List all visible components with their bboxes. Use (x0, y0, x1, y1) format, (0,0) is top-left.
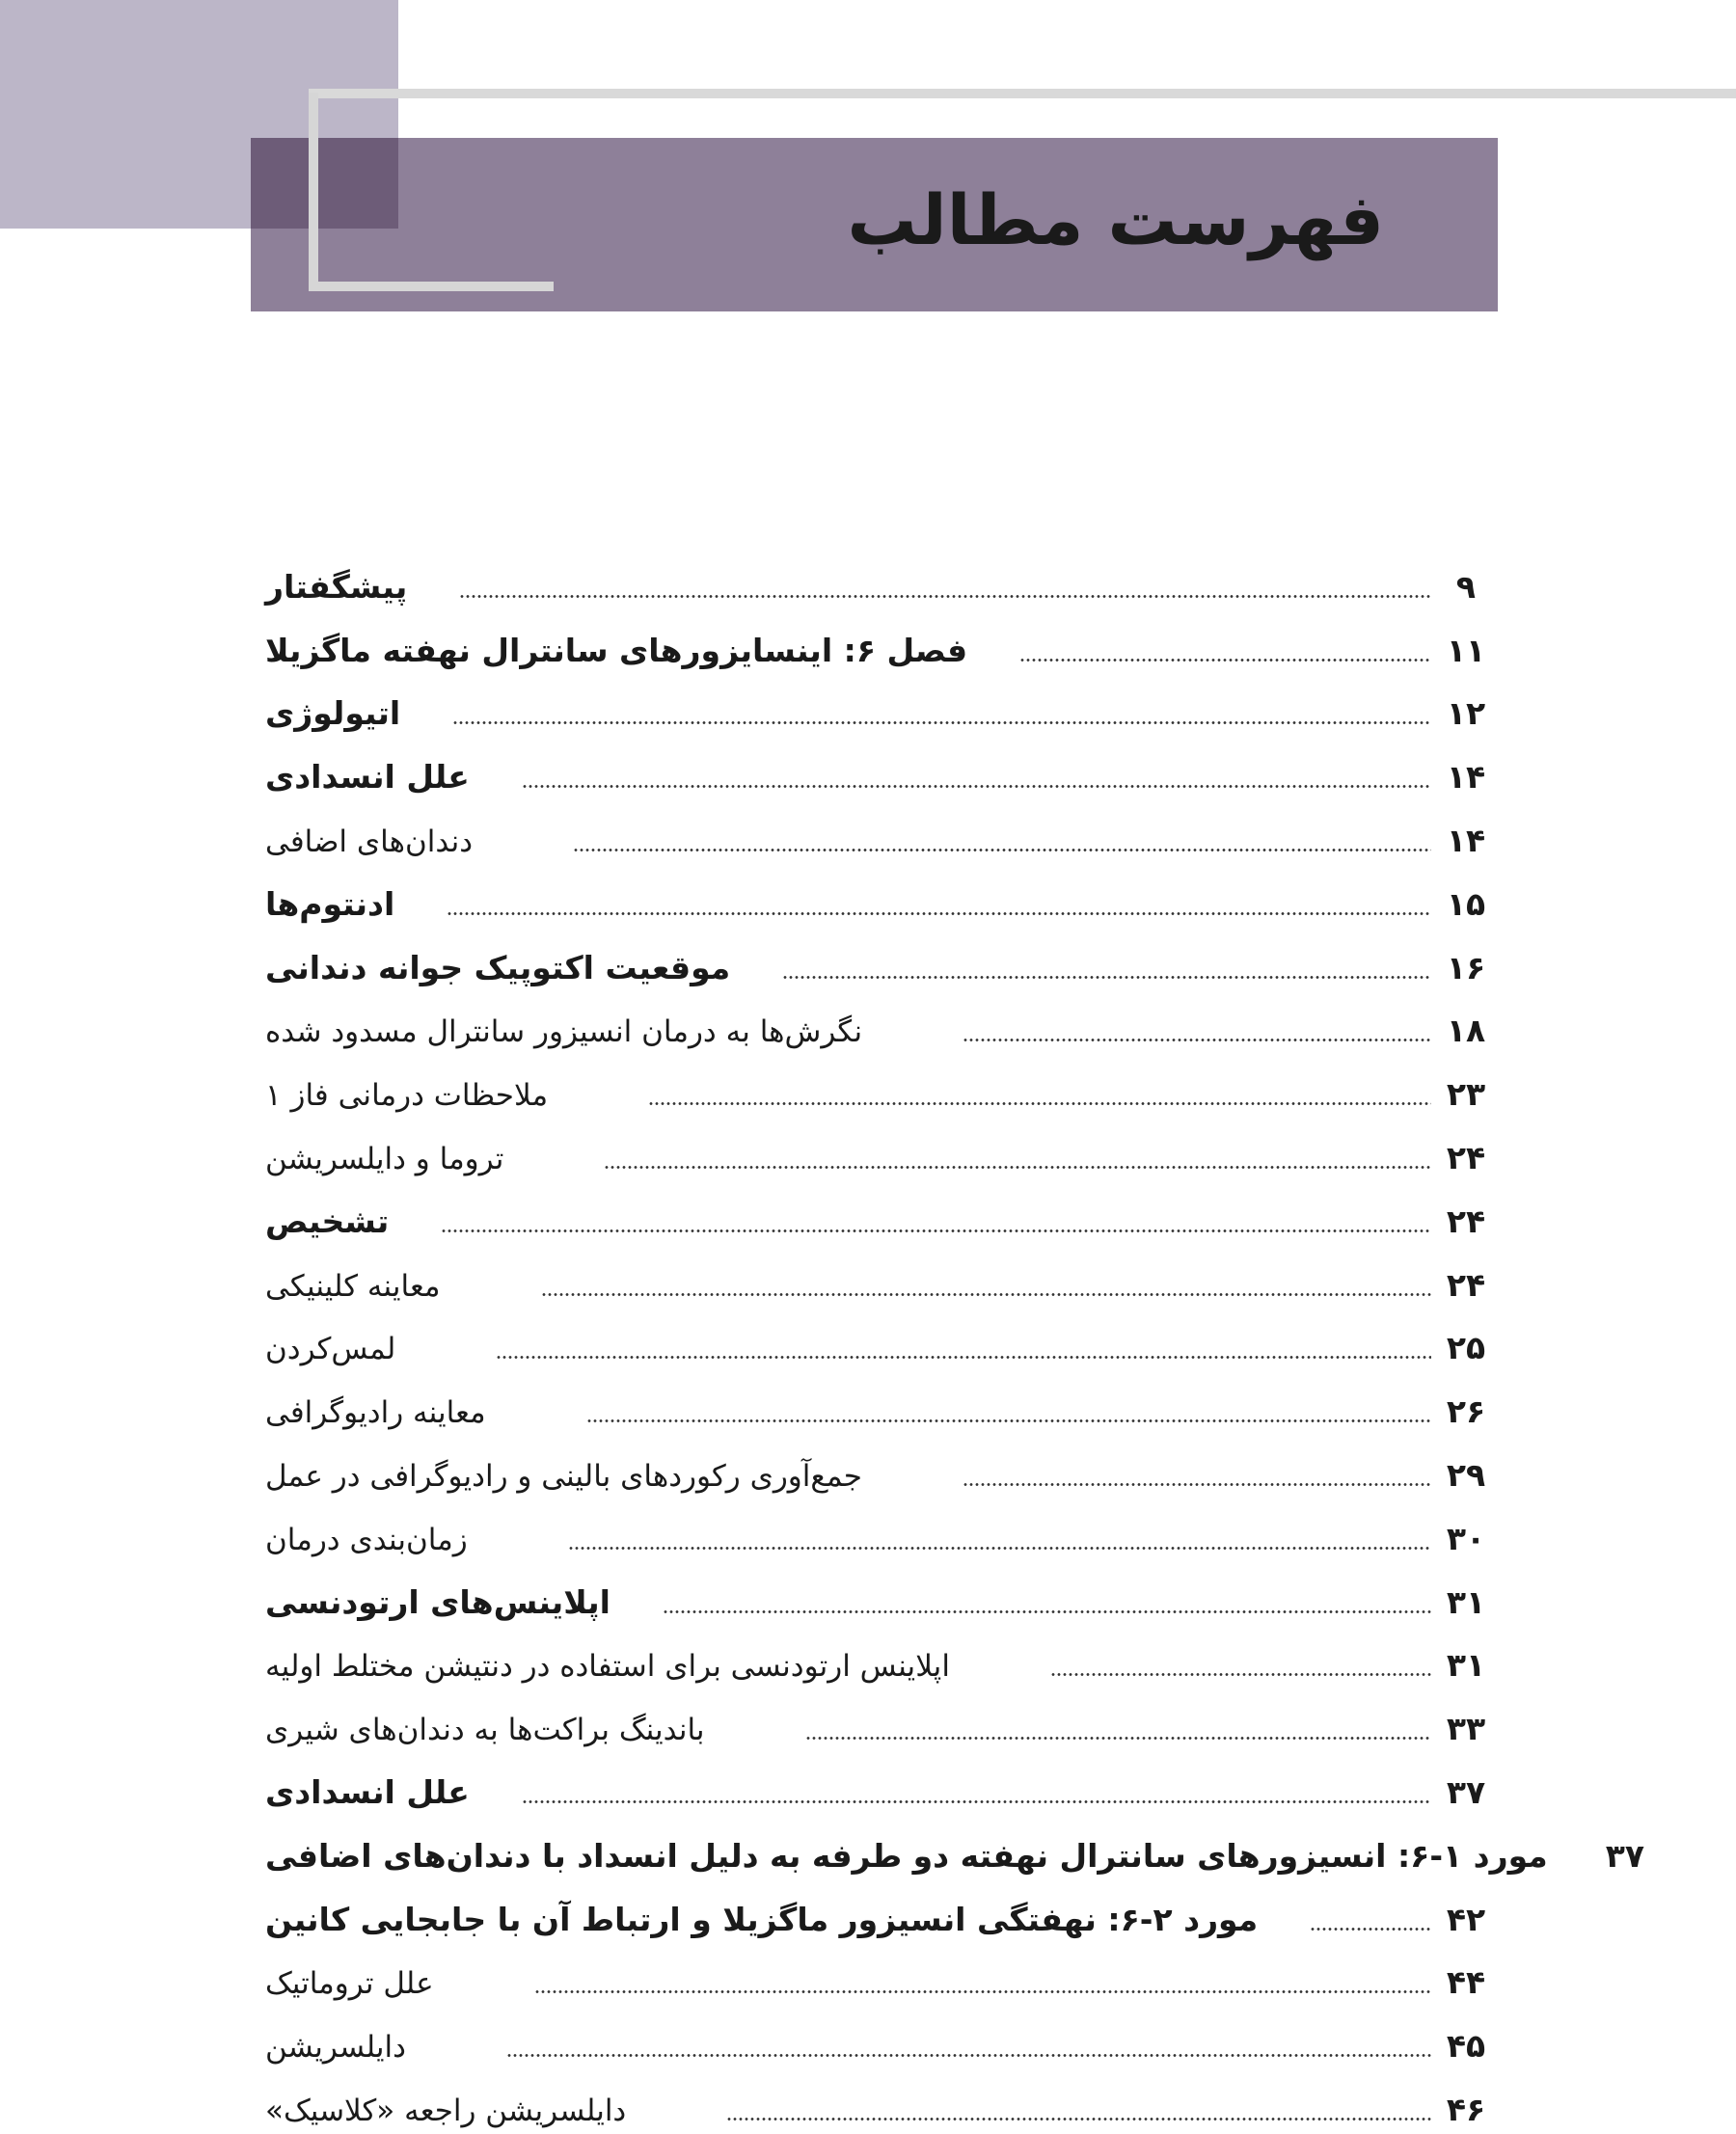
toc-entry-title: فصل ۶: اینسایزورهای سانترال نهفته ماگزیلا (265, 631, 968, 669)
toc-entry-page-number: ۲۹ (1446, 1455, 1486, 1494)
toc-entry-title: مورد ۱-۶: انسیزورهای سانترال نهفته دو طرفه به دلیل انسداد با دندان‌های اضافی (265, 1836, 1548, 1875)
toc-entry-title: دایلسریشن راجعه «کلاسیک» (265, 2093, 627, 2128)
toc-entry-page-number: ۴۶ (1446, 2090, 1486, 2128)
toc-entry-title: دایلسریشن (265, 2030, 406, 2066)
toc-entry-page-number: ۱۴ (1446, 821, 1486, 859)
toc-entry[interactable] (265, 929, 1495, 992)
toc-entry-page-number: ۲۴ (1446, 1202, 1486, 1240)
dot-leader (506, 2054, 1431, 2057)
toc-entry-title: اپلاینس‌های ارتودنسی (265, 1582, 610, 1621)
dot-leader (586, 1419, 1431, 1422)
decorative-top-line (309, 89, 1736, 98)
dot-leader (963, 1483, 1431, 1486)
dot-leader (573, 849, 1431, 851)
toc-entry[interactable] (265, 1689, 1495, 1753)
toc-entry-title: دندان‌های اضافی (265, 824, 474, 859)
toc-entry-page-number: ۴۲ (1446, 1900, 1486, 1938)
toc-entry-title: علل انسدادی (265, 1772, 470, 1811)
table-of-contents (265, 548, 1645, 2134)
toc-entry-title: باندینگ براکت‌ها به دندان‌های شیری (265, 1713, 705, 1748)
toc-entry-page-number: ۳۷ (1446, 1772, 1486, 1811)
toc-entry-page-number: ۲۴ (1446, 1138, 1486, 1176)
decorative-bracket-horizontal (309, 282, 554, 291)
toc-entry[interactable] (265, 738, 1495, 801)
toc-entry-page-number: ۱۵ (1446, 884, 1486, 923)
toc-entry-page-number: ۱۶ (1446, 948, 1486, 986)
toc-entry-page-number: ۱۲ (1446, 694, 1486, 733)
dot-leader (663, 1610, 1431, 1613)
toc-entry[interactable] (265, 1753, 1495, 1817)
decorative-bracket-vertical (309, 93, 318, 291)
toc-entry[interactable] (265, 548, 1495, 611)
toc-entry-page-number: ۳۰ (1446, 1519, 1486, 1557)
toc-entry-page-number: ۳۱ (1446, 1646, 1486, 1685)
toc-entry-page-number: ۳۷ (1605, 1836, 1645, 1875)
toc-entry-title: جمع‌آوری رکوردهای بالینی و رادیوگرافی در عمل (265, 1458, 862, 1494)
dot-leader (496, 1356, 1431, 1359)
toc-entry[interactable] (265, 1119, 1495, 1182)
toc-entry-title: لمس‌کردن (265, 1332, 396, 1367)
dot-leader (726, 2118, 1431, 2120)
toc-entry[interactable] (265, 2007, 1495, 2070)
toc-entry-page-number: ۲۳ (1446, 1075, 1486, 1114)
dot-leader (1019, 659, 1431, 662)
dot-leader (459, 595, 1431, 598)
toc-entry-title: ادنتوم‌ها (265, 884, 395, 923)
toc-entry-page-number: ۲۴ (1446, 1265, 1486, 1304)
decorative-overlap (251, 138, 398, 229)
toc-entry-page-number: ۳۳ (1446, 1710, 1486, 1748)
toc-entry-page-number: ۲۶ (1446, 1392, 1486, 1431)
toc-entry[interactable] (265, 1880, 1495, 1944)
toc-entry[interactable] (265, 611, 1495, 675)
dot-leader (541, 1293, 1431, 1296)
dot-leader (1050, 1673, 1431, 1676)
toc-entry[interactable] (265, 1436, 1495, 1499)
toc-entry-page-number: ۱۸ (1446, 1012, 1486, 1050)
toc-entry[interactable] (265, 1310, 1495, 1373)
toc-entry[interactable] (265, 1055, 1495, 1119)
toc-entry[interactable] (265, 675, 1495, 739)
toc-entry-page-number: ۱۴ (1446, 758, 1486, 797)
toc-entry[interactable] (265, 1817, 1645, 1880)
toc-entry-title: پیشگفتار (265, 567, 408, 606)
toc-entry-page-number: ۴۴ (1446, 1963, 1486, 2002)
dot-leader (522, 1800, 1431, 1803)
toc-entry-title: مورد ۲-۶: نهفتگی انسیزور ماگزیلا و ارتباط آن با جابجایی کانین (265, 1900, 1259, 1938)
toc-entry-title: علل انسدادی (265, 758, 470, 797)
toc-entry-title: معاینه رادیوگرافی (265, 1395, 486, 1431)
toc-entry-title: علل تروماتیک (265, 1966, 434, 2002)
toc-entry-title: نگرش‌ها به درمان انسیزور سانترال مسدود شده (265, 1014, 863, 1050)
dot-leader (534, 1990, 1431, 1993)
dot-leader (805, 1737, 1431, 1740)
dot-leader (522, 785, 1431, 788)
toc-entry-title: معاینه کلینیکی (265, 1268, 441, 1304)
dot-leader (441, 1229, 1431, 1232)
toc-entry-title: زمان‌بندی درمان (265, 1522, 468, 1557)
dot-leader (447, 912, 1431, 915)
toc-entry[interactable] (265, 1563, 1495, 1627)
toc-entry-page-number: ۱۱ (1446, 631, 1486, 669)
dot-leader (604, 1166, 1431, 1169)
dot-leader (782, 976, 1431, 979)
toc-entry[interactable] (265, 1499, 1495, 1563)
toc-entry-title: تروما و دایلسریشن (265, 1141, 504, 1176)
toc-entry[interactable] (265, 2070, 1495, 2134)
page-title: فهرست مطالب (847, 179, 1384, 260)
dot-leader (568, 1547, 1431, 1550)
toc-entry[interactable] (265, 801, 1495, 865)
toc-entry-page-number: ۲۵ (1446, 1329, 1486, 1367)
dot-leader (1310, 1928, 1431, 1931)
toc-entry[interactable] (265, 1944, 1495, 2008)
dot-leader (648, 1102, 1431, 1105)
toc-entry[interactable] (265, 1627, 1495, 1690)
toc-entry[interactable] (265, 992, 1495, 1056)
toc-entry-page-number: ۹ (1455, 567, 1477, 606)
dot-leader (452, 721, 1431, 724)
toc-entry-title: ملاحظات درمانی فاز ۱ (265, 1078, 549, 1114)
toc-entry[interactable] (265, 1372, 1495, 1436)
toc-entry[interactable] (265, 865, 1495, 929)
toc-entry-page-number: ۳۱ (1446, 1582, 1486, 1621)
toc-entry-title: موقعیت اکتوپیک جوانه دندانی (265, 948, 731, 986)
dot-leader (963, 1039, 1431, 1041)
toc-entry-title: اتیولوژی (265, 694, 401, 733)
toc-entry-page-number: ۴۵ (1446, 2027, 1486, 2066)
toc-entry[interactable] (265, 1246, 1495, 1310)
toc-entry-title: اپلاینس ارتودنسی برای استفاده در دنتیشن مختلط اولیه (265, 1649, 950, 1685)
toc-entry[interactable] (265, 1182, 1495, 1246)
toc-entry-title: تشخیص (265, 1202, 390, 1240)
